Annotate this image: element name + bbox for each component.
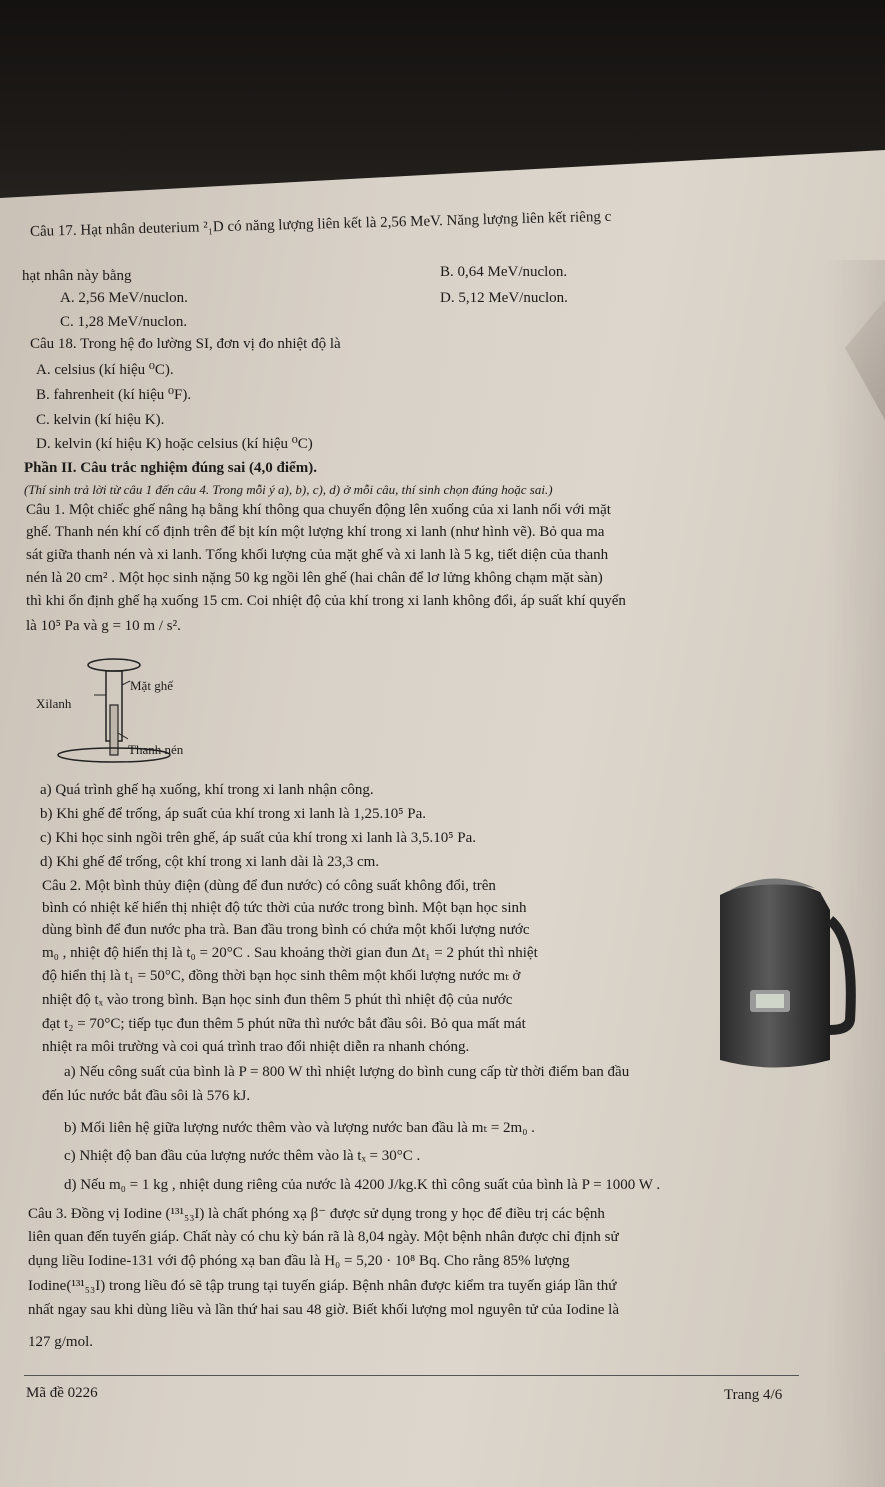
c1-line3: sát giữa thanh nén và xi lanh. Tổng khối lượng của mặt ghế và xi lanh là 5 kg, tiết diện của thanh — [26, 547, 609, 563]
q17-stem-line1: Câu 17. Hạt nhân deuterium ²₁D có năng lượng liên kết là 2,56 MeV. Năng lượng liên kết riêng c — [29, 208, 612, 240]
c2-line1: Câu 2. Một bình thủy điện (dùng để đun nước) có công suất không đổi, trên — [42, 878, 496, 894]
c2-line5: độ hiển thị là t₁ = 50°C, đồng thời bạn học sinh thêm một khối lượng nước mₜ ở — [42, 968, 521, 984]
c3-line5: nhất ngay sau khi dùng liều và lần thứ hai sau 48 giờ. Biết khối lượng mol nguyên tử của Iodine là — [28, 1302, 619, 1318]
c1-statement-b: b) Khi ghế để trống, áp suất của khí trong xi lanh là 1,25.10⁵ Pa. — [40, 806, 426, 822]
c2-line6: nhiệt độ tₓ vào trong bình. Bạn học sinh đun thêm 5 phút thì nhiệt độ của nước — [42, 992, 513, 1008]
part2-title: Phần II. Câu trắc nghiệm đúng sai (4,0 điểm). — [24, 460, 317, 476]
q18-option-d: D. kelvin (kí hiệu K) hoặc celsius (kí hiệu ⁰C) — [36, 436, 313, 452]
c2-line8: nhiệt ra môi trường và coi quá trình trao đổi nhiệt diễn ra nhanh chóng. — [42, 1039, 470, 1055]
q17-option-b: B. 0,64 MeV/nuclon. — [440, 264, 568, 280]
c1-statement-d: d) Khi ghế để trống, cột khí trong xi lanh dài là 23,3 cm. — [40, 854, 380, 870]
c2-statement-b: b) Mối liên hệ giữa lượng nước thêm vào và lượng nước ban đầu là mₜ = 2m₀ . — [64, 1120, 535, 1136]
c1-statement-c: c) Khi học sinh ngồi trên ghế, áp suất của khí trong xi lanh là 3,5.10⁵ Pa. — [40, 830, 476, 846]
c1-line6: là 10⁵ Pa và g = 10 m / s². — [26, 618, 181, 634]
footer-exam-code: Mã đề 0226 — [26, 1385, 98, 1401]
c3-line3: dụng liều Iodine-131 với độ phóng xạ ban đầu là H₀ = 5,20 · 10⁸ Bq. Cho rằng 85% lượng — [28, 1253, 570, 1269]
c2-line4: m₀ , nhiệt độ hiển thị là t₀ = 20°C . Sau khoảng thời gian đun Δt₁ = 2 phút thì nhiệt — [42, 945, 538, 961]
c1-line5: thì khi ổn định ghế hạ xuống 15 cm. Coi nhiệt độ của khí trong xi lanh không đổi, áp suất khí quyển — [26, 593, 626, 609]
footer-page-number: Trang 4/6 — [724, 1387, 783, 1403]
c2-statement-a-line1: a) Nếu công suất của bình là P = 800 W thì nhiệt lượng do bình cung cấp từ thời điểm ban đầu — [64, 1064, 630, 1080]
c2-line3: dùng bình để đun nước pha trà. Ban đầu trong bình có chứa một khối lượng nước — [42, 922, 530, 938]
figure-label-rod: Thanh nén — [128, 742, 184, 757]
c3-line6: 127 g/mol. — [28, 1334, 94, 1350]
q17-stem-line2: hạt nhân này bằng — [22, 268, 132, 284]
thermos-kettle-image — [690, 870, 860, 1080]
c2-statement-a-line2: đến lúc nước bắt đầu sôi là 576 kJ. — [42, 1088, 251, 1104]
c2-statement-d: d) Nếu m₀ = 1 kg , nhiệt dung riêng của nước là 4200 J/kg.K thì công suất của bình là P = 1000 W . — [64, 1177, 661, 1193]
c1-line2: ghế. Thanh nén khí cố định trên để bịt kín một lượng khí trong xi lanh (như hình vẽ). Bỏ qua ma — [26, 524, 605, 540]
q18-stem: Câu 18. Trong hệ đo lường SI, đơn vị đo nhiệt độ là — [30, 336, 341, 352]
figure-label-seat: Mặt ghế — [130, 678, 173, 693]
c2-line2: bình có nhiệt kế hiển thị nhiệt độ tức thời của nước trong bình. Một bạn học sinh — [42, 900, 527, 916]
q18-option-b: B. fahrenheit (kí hiệu ⁰F). — [36, 387, 192, 403]
c1-statement-a: a) Quá trình ghế hạ xuống, khí trong xi lanh nhận công. — [40, 782, 374, 798]
c1-line4: nén là 20 cm² . Một học sinh nặng 50 kg ngồi lên ghế (hai chân để lơ lửng không chạm mặt sàn) — [26, 570, 603, 586]
footer-divider — [24, 1375, 799, 1376]
c3-line2: liên quan đến tuyến giáp. Chất này có chu kỳ bán rã là 8,04 ngày. Một bệnh nhân được chỉ định sử — [28, 1229, 619, 1245]
c3-line4: Iodine(¹³¹₅₃I) trong liều đó sẽ tập trung tại tuyến giáp. Bệnh nhân được kiểm tra tuyến giáp lần thứ — [28, 1278, 617, 1294]
c3-line1: Câu 3. Đồng vị Iodine (¹³¹₅₃I) là chất phóng xạ β⁻ được sử dụng trong y học để điều trị các bệnh — [28, 1206, 605, 1222]
q18-option-c: C. kelvin (kí hiệu K). — [36, 412, 165, 428]
q17-option-d: D. 5,12 MeV/nuclon. — [440, 290, 568, 306]
c1-line1: Câu 1. Một chiếc ghế nâng hạ bằng khí thông qua chuyển động lên xuống của xi lanh nối với mặt — [26, 502, 611, 518]
q17-option-c: C. 1,28 MeV/nuclon. — [60, 314, 188, 330]
c2-line7: đạt t₂ = 70°C; tiếp tục đun thêm 5 phút nữa thì nước bắt đầu sôi. Bỏ qua mất mát — [42, 1016, 526, 1032]
c2-statement-c: c) Nhiệt độ ban đầu của lượng nước thêm vào là tₓ = 30°C . — [64, 1148, 421, 1164]
q17-option-a: A. 2,56 MeV/nuclon. — [60, 290, 188, 306]
q18-option-a: A. celsius (kí hiệu ⁰C). — [36, 362, 174, 378]
figure-label-cylinder: Xilanh — [36, 696, 72, 711]
part2-instruction: (Thí sinh trả lời từ câu 1 đến câu 4. Trong mỗi ý a), b), c), d) ở mỗi câu, thí sinh chọn đúng hoặc sai.) — [24, 482, 553, 497]
